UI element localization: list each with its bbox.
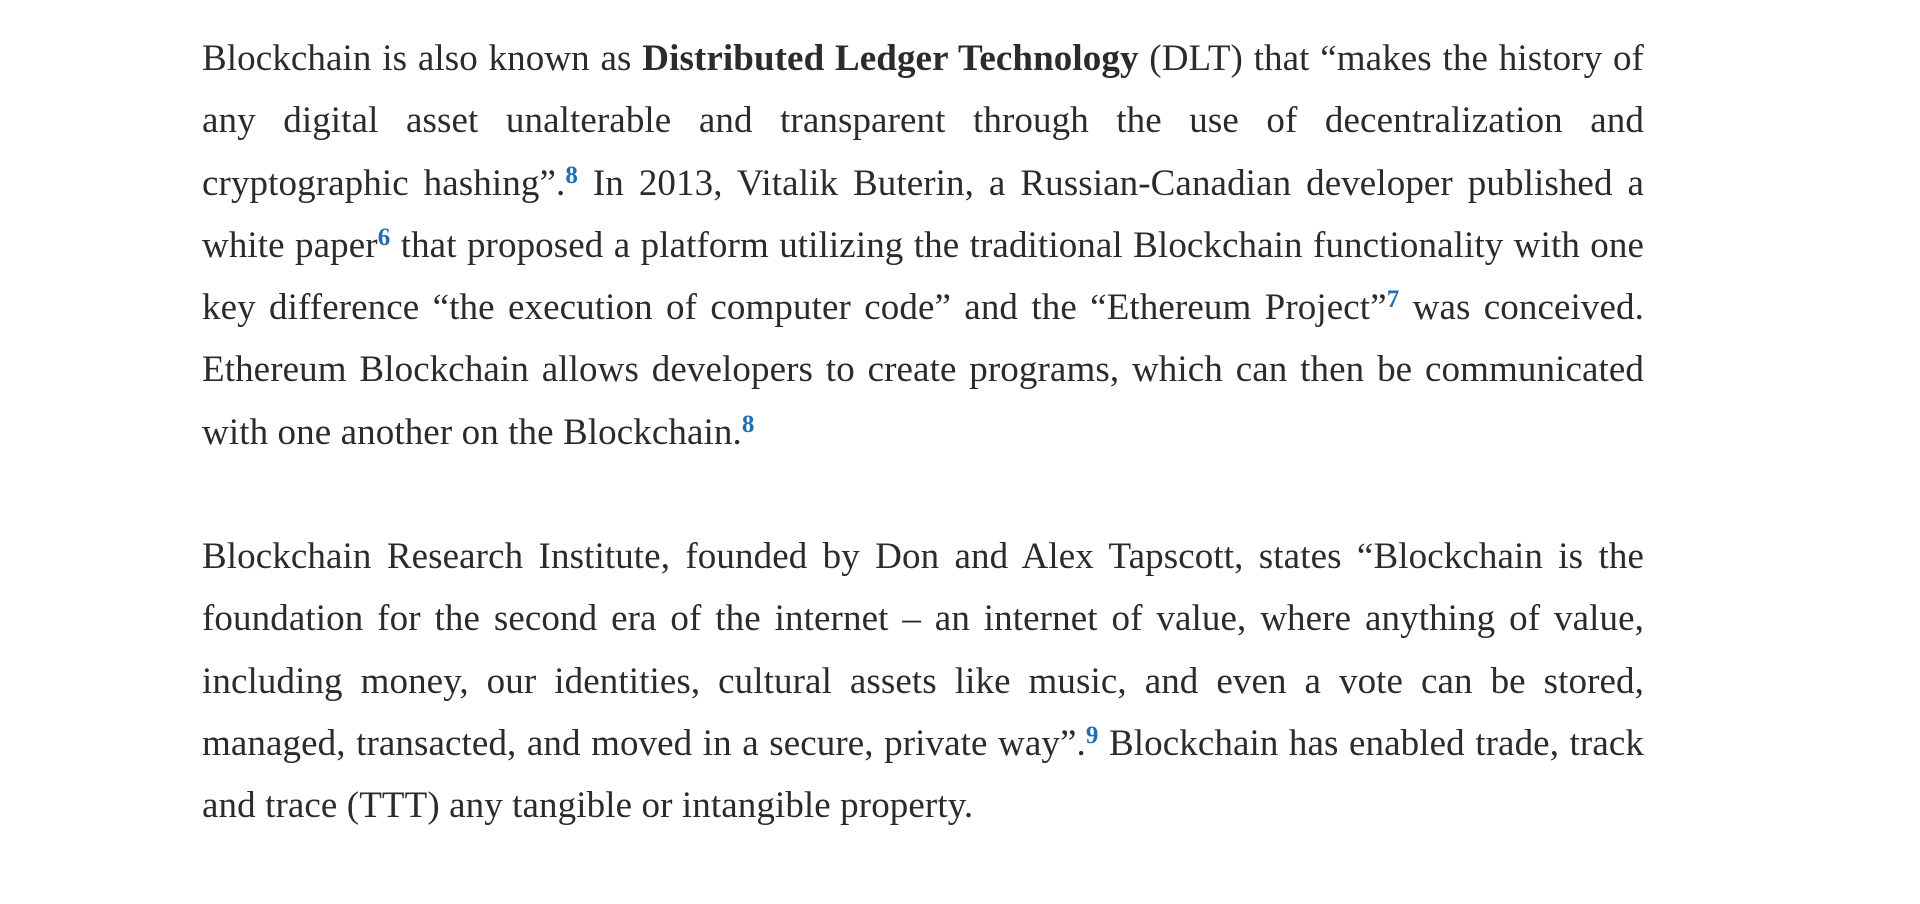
- text-segment: In 2013, Vitalik Buterin, a Russian-Canadian developer published a white paper: [202, 162, 1644, 266]
- text-segment: (DLT) that “makes the history of any digital asset unalterable and transparent through the use of decentralization and cryptographic hashing”.: [202, 38, 1644, 204]
- article-body: [202, 28, 1644, 838]
- paragraph-research-institute: [202, 526, 1644, 837]
- footnote-ref-8[interactable]: 8: [741, 410, 755, 438]
- text-segment: Blockchain has enabled trade, track and trace (TTT) any tangible or intangible property.: [202, 722, 1644, 827]
- text-segment: that proposed a platform utilizing the traditional Blockchain functionality with one key difference “the execution of computer code” and the “Ethereum Project”: [202, 224, 1645, 329]
- bold-term-dlt: Distributed Ledger Technology: [642, 38, 1139, 79]
- footnote-ref-8[interactable]: 8: [565, 161, 578, 189]
- footnote-ref-6[interactable]: 6: [377, 223, 391, 251]
- footnote-ref-9[interactable]: 9: [1085, 721, 1099, 749]
- text-segment: Blockchain Research Institute, founded by Don and Alex Tapscott, states “Blockchain is the foundation for the second era of the internet – an internet of value, where anything of value, including money, our identities, cultural assets like music, and even a vote can be stored, managed, transacted, and moved in a secure, private way”.: [202, 536, 1644, 764]
- footnote-ref-7[interactable]: 7: [1386, 286, 1400, 314]
- text-segment: Blockchain is also known as: [202, 38, 643, 79]
- paragraph-dlt: [202, 28, 1644, 464]
- text-segment: was conceived. Ethereum Blockchain allows developers to create programs, which can then be communicated with one another on the Blockchain.: [202, 287, 1645, 453]
